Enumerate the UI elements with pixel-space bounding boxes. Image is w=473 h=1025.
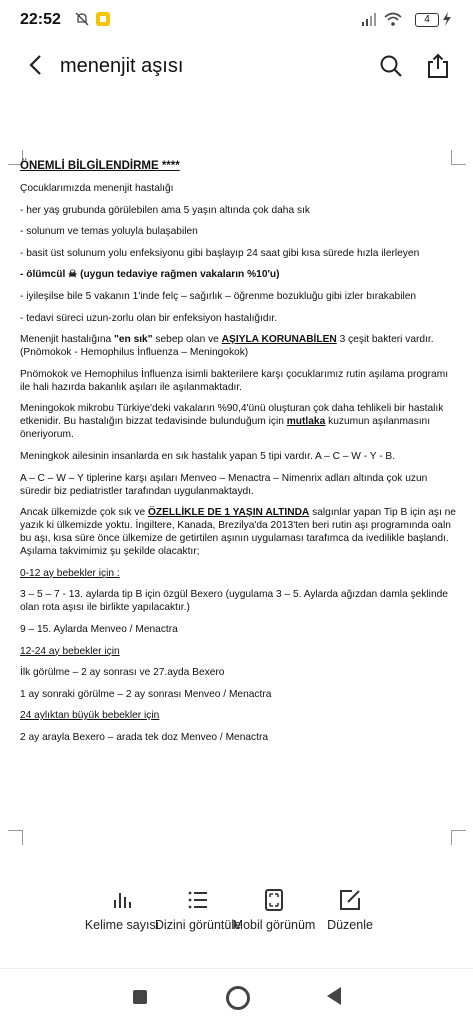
view-index-label: Dizini görüntüle [154, 918, 242, 932]
battery-icon: 4 [415, 13, 439, 27]
schedule-line: 9 – 15. Aylarda Menveo / Menactra [20, 623, 178, 635]
edit-label: Düzenle [327, 918, 373, 932]
paragraph-meningococcus: Meningokok mikrobu Türkiye'deki vakaların %90,4'ünü oluşturan çok daha tehlikeli bir hastalık etkenidir. Bu hastalığın bizzat tedavisinde bulunduğum için mutlaka kuzumun aşılanmasını öneriyorum. [20, 403, 444, 441]
bullet-line: - tedavi süreci uzun-zorlu olan bir enfeksiyon hastalığıdır. [20, 312, 278, 324]
paragraph-intro: Çocuklarımızda menenjit hastalığı [20, 183, 174, 194]
paragraph-types: Meningkok ailesinin insanlarda en sık hastalık yapan 5 tipi vardır. A – C – W - Y - B. [20, 450, 396, 462]
status-bar [0, 0, 473, 40]
bottom-action-bar [0, 888, 473, 958]
section-title-12-24: 12-24 ay bebekler için [20, 645, 120, 657]
paragraph-bacteria: Menenjit hastalığına "en sık" sebep olan ve AŞIYLA KORUNABİLEN 3 çeşit bakteri vardır. (Pnömokok - Hemophilus İnfluenza – Meningokok) [20, 334, 434, 359]
document-body [20, 160, 458, 752]
back-icon[interactable] [24, 52, 50, 78]
bullet-line: - iyileşilse bile 5 vakanın 1'inde felç – sağırlık – öğrenme bozukluğu gibi izler bırakabilen [20, 290, 417, 302]
signal-icon [361, 12, 377, 29]
top-app-bar [0, 44, 473, 88]
page-corner-mark [451, 830, 466, 845]
home-circle-icon[interactable] [226, 986, 250, 1010]
document-title: menenjit aşısı [60, 55, 184, 77]
page-corner-mark [8, 830, 23, 845]
word-count-label: Kelime sayısı [84, 918, 160, 932]
schedule-line: 1 ay sonraki görülme – 2 ay sonrası Menveo / Menactra [20, 688, 272, 700]
clock: 22:52 [20, 11, 61, 28]
charging-icon [442, 12, 452, 29]
back-triangle-icon[interactable] [327, 987, 341, 1005]
paragraph-routine-vaccination: Pnömokok ve Hemophilus İnfluenza isimli bakterilere karşı çocuklarımız rutin aşılama programı ile hali hazırda bakanlık aşıları ile aşılanmaktadır. [20, 368, 449, 393]
system-nav-bar [0, 968, 473, 1025]
paragraph-vaccines: A – C – W – Y tiplerine karşı aşıları Menveo – Menactra – Nimenrix adları altında çok uzun süredir biz pediatristler tarafından uygulanmaktaydı. [20, 472, 428, 497]
document-heading: ÖNEMLİ BİLGİLENDİRME **** [20, 160, 180, 172]
share-icon[interactable] [425, 52, 451, 80]
search-icon[interactable] [378, 53, 404, 79]
bullet-line-fatal: - ölümcül ☠ (uygun tedaviye rağmen vakaların %10'u) [20, 269, 280, 281]
paragraph-type-b: Ancak ülkemizde çok sık ve ÖZELLİKLE DE 1 YAŞIN ALTINDA salgınlar yapan Tip B için aşı ne yazık ki ülkemizde yoktu. İngiltere, Kanada, Brezilya'da 2013'ten beri rutin aşı programında oaln bu aşı, kısa süre önce ülkemize de getirtilen aşının uygulaması tarafımca da ivedilikle başlandı. Aşılama takvimimiz şu şekilde olacaktır; [20, 507, 456, 558]
recents-square-icon[interactable] [133, 990, 147, 1004]
wifi-icon [384, 12, 402, 29]
bullet-line: - solunum ve temas yoluyla bulaşabilen [20, 226, 198, 238]
bullet-line: - her yaş grubunda görülebilen ama 5 yaşın altında çok daha sık [20, 204, 310, 216]
edit-icon [300, 888, 400, 912]
edit-button[interactable] [300, 888, 400, 932]
mobile-view-label: Mobil görünüm [232, 918, 316, 932]
schedule-line: İlk görülme – 2 ay sonrası ve 27.ayda Bexero [20, 667, 225, 679]
app-notification-icon [96, 12, 110, 29]
section-title-24-plus: 24 aylıktan büyük bebekler için [20, 710, 160, 722]
mute-icon [75, 12, 89, 29]
bullet-line: - basit üst solunum yolu enfeksiyonu gibi başlayıp 24 saat gibi kısa sürede hızla ilerleyen [20, 247, 420, 259]
section-title-0-12: 0-12 ay bebekler için : [20, 567, 120, 579]
schedule-line: 2 ay arayla Bexero – arada tek doz Menveo / Menactra [20, 731, 269, 743]
schedule-line: 3 – 5 – 7 - 13. aylarda tip B için özgül Bexero (uygulama 3 – 5. Aylarda ağızdan damla şeklinde olan rota aşısı ile birlikte yapılacaktır.) [20, 589, 448, 614]
